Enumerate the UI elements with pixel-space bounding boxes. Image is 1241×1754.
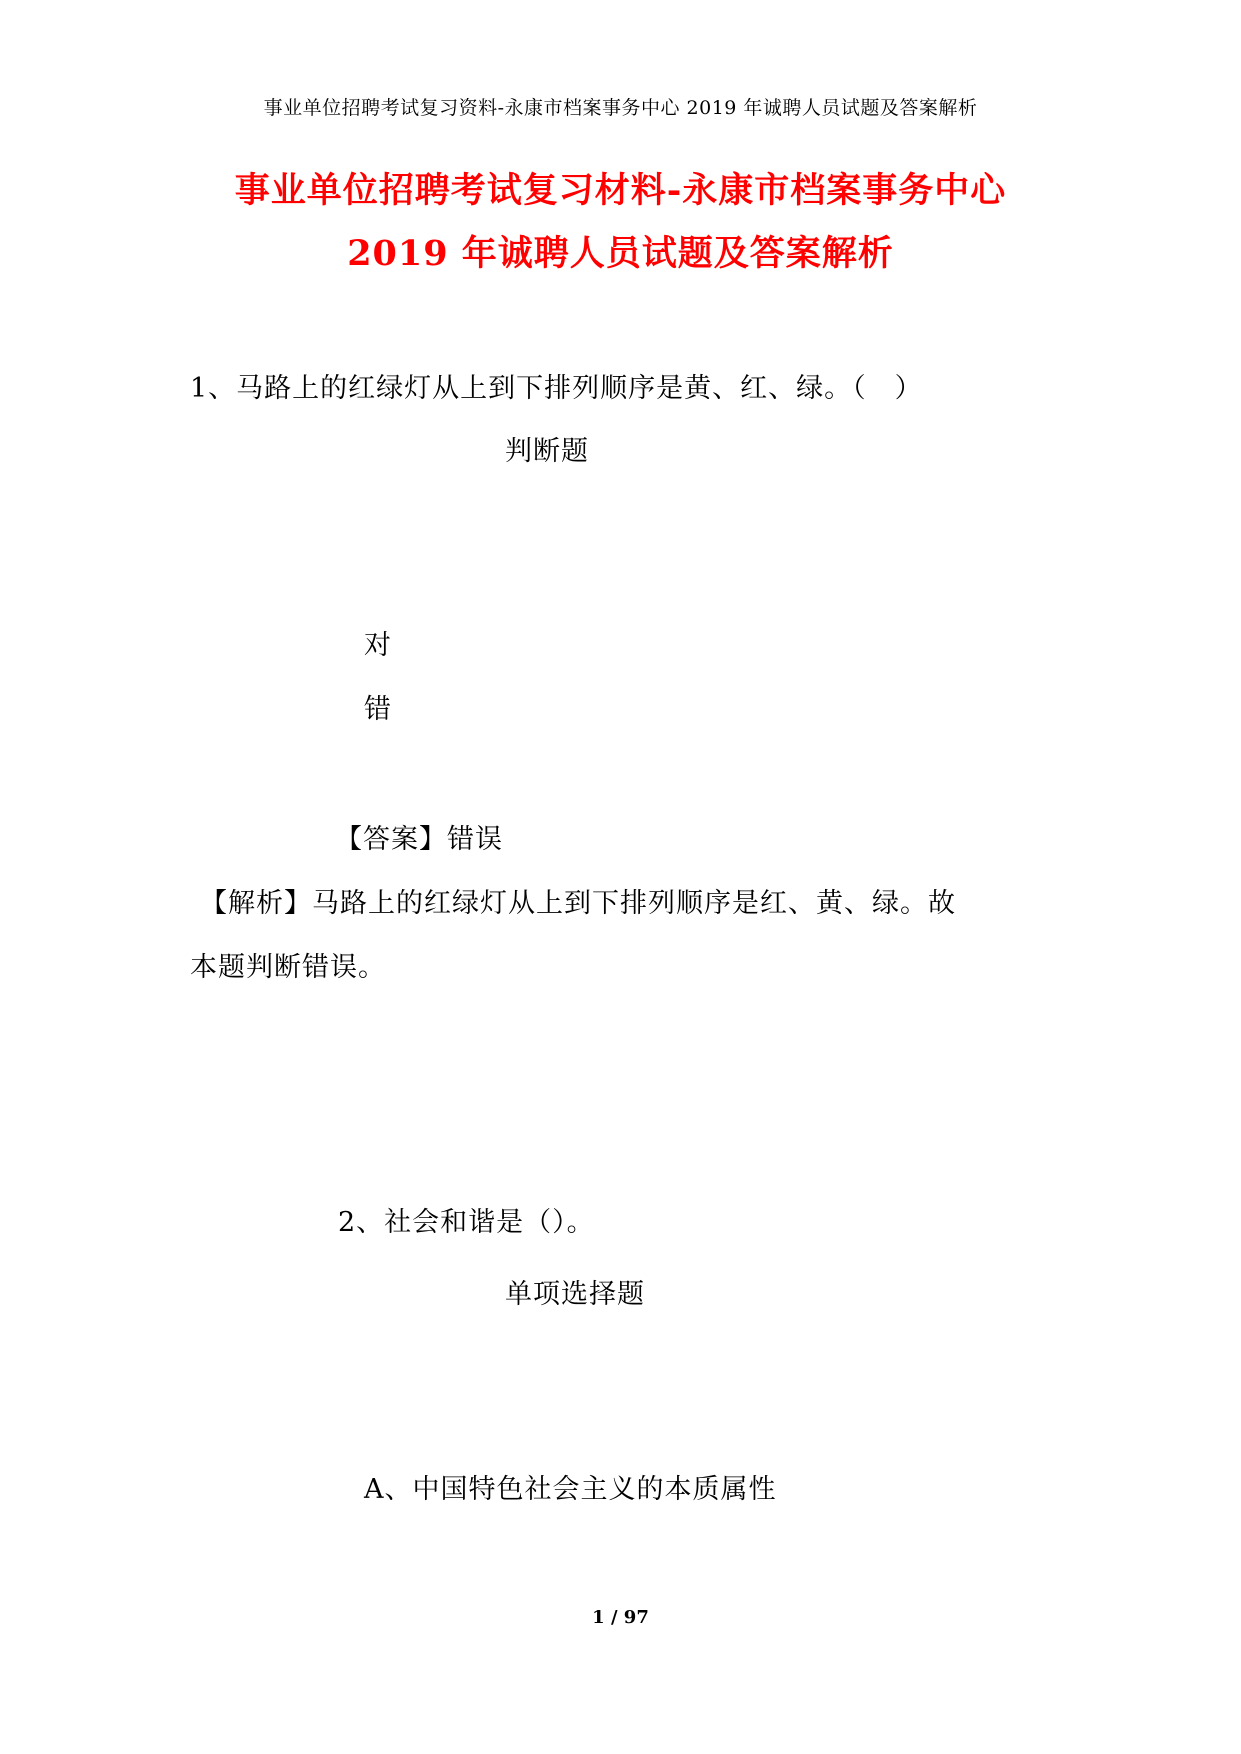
document-title-line-1: 事业单位招聘考试复习材料-永康市档案事务中心 — [234, 170, 1007, 211]
question-1-analysis-line-1: 【解析】马路上的红绿灯从上到下排列顺序是红、黄、绿。故 — [200, 888, 956, 919]
document-title-line-2: 2019 年诚聘人员试题及答案解析 — [347, 233, 894, 274]
question-1-answer: 【答案】错误 — [335, 824, 503, 855]
running-header: 事业单位招聘考试复习资料-永康市档案事务中心 2019 年诚聘人员试题及答案解析 — [263, 97, 978, 119]
page-number: 1 / 97 — [592, 1607, 649, 1628]
question-2-option-a: A、中国特色社会主义的本质属性 — [364, 1474, 777, 1505]
question-1-type: 判断题 — [505, 436, 589, 467]
question-1-stem: 1、马路上的红绿灯从上到下排列顺序是黄、红、绿。（ ） — [190, 373, 923, 404]
question-1-analysis-line-2: 本题判断错误。 — [190, 952, 386, 983]
question-1-option-false: 错 — [364, 694, 392, 725]
question-2-type: 单项选择题 — [505, 1279, 645, 1310]
question-2-stem: 2、社会和谐是（）。 — [338, 1207, 595, 1238]
question-1-option-true: 对 — [364, 630, 392, 661]
